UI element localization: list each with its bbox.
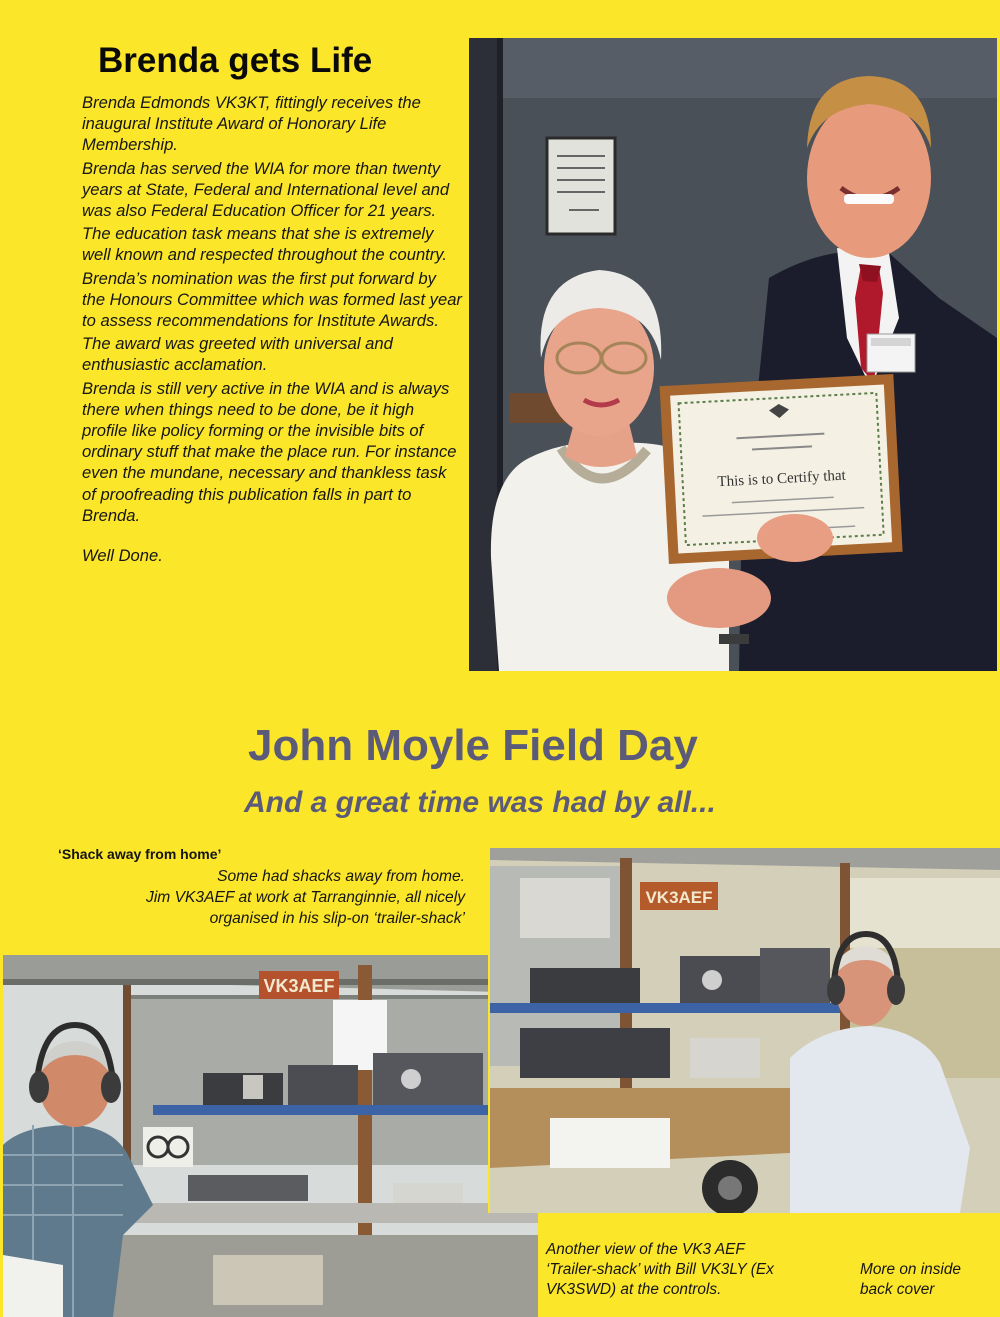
article-headline: Brenda gets Life [98, 41, 373, 80]
trailer-shack-photo-jim [3, 955, 538, 1317]
article-paragraph: The award was greeted with universal and enthusiastic acclamation. [82, 334, 393, 375]
article-signoff: Well Done. [82, 546, 163, 566]
article-paragraph: Brenda has served the WIA for more than twenty years at State, Federal and International level and was also Federal Education Officer for 21 years. [82, 158, 450, 221]
caption-shack-away [60, 866, 465, 929]
award-presentation-photo [469, 38, 997, 671]
caption-another-view [546, 1240, 816, 1300]
article-paragraph: The education task means that she is extremely well known and respected throughout the country. [82, 224, 447, 265]
article-paragraph: Brenda is still very active in the WIA and is always there when things need to be done, be it high profile like policy forming or the invisible bits of ordinary stuff that make the place run. For instance even the mundane, necessary and thankless task of proofreading this publication falls in part to Brenda. [82, 378, 457, 525]
caption-line: ‘Trailer-shack’ with Bill VK3LY (Ex [546, 1261, 774, 1278]
caption-line: Some had shacks away from home. [217, 868, 465, 885]
caption-line: More on inside [860, 1261, 961, 1278]
certificate-heading: This is to Certify that [717, 467, 847, 491]
article-paragraph: Brenda Edmonds VK3KT, fittingly receives the inaugural Institute Award of Honorary Life Membership. [82, 93, 421, 155]
article-subhead: And a great time was had by all... [244, 786, 716, 819]
caption-line: Another view of the VK3 AEF [546, 1241, 745, 1258]
article-paragraph: Brenda’s nomination was the first put forward by the Honours Committee which was formed last year to assess recommendations for Institute Awards. [82, 268, 462, 331]
caption-line: back cover [860, 1281, 935, 1298]
caption-title: ‘Shack away from home’ [58, 846, 222, 862]
article-headline-field-day: John Moyle Field Day [248, 721, 698, 770]
callsign-sign: VK3AEF [645, 888, 713, 907]
caption-line: Jim VK3AEF at work at Tarranginnie, all nicely [146, 889, 465, 906]
caption-line: organised in his slip-on ‘trailer-shack’ [209, 910, 465, 927]
article-body [82, 92, 462, 568]
callsign-sign: VK3AEF [263, 976, 335, 996]
caption-line: VK3SWD) at the controls. [546, 1281, 722, 1298]
trailer-shack-photo-bill [488, 848, 1000, 1213]
caption-more-inside [860, 1260, 995, 1300]
